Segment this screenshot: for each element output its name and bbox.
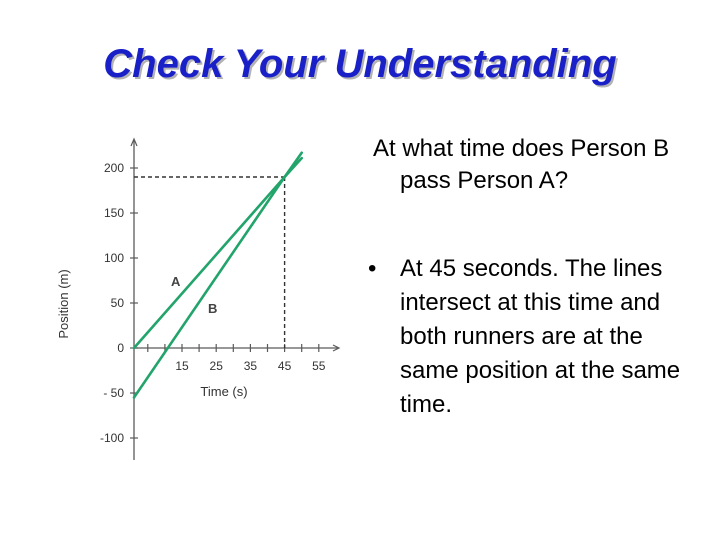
x-tick-label: 15 [175, 359, 189, 373]
series-label-b: B [208, 301, 218, 316]
x-tick-label: 35 [243, 359, 258, 373]
y-tick-label: 50 [110, 296, 124, 310]
chart-labels [56, 161, 326, 445]
x-axis-title: Time (s) [200, 384, 248, 399]
y-tick-label: -100 [99, 431, 124, 445]
x-tick-label: 45 [277, 359, 292, 373]
bullet-marker: • [368, 255, 377, 282]
x-tick-label: 55 [312, 359, 326, 373]
position-time-graph [48, 128, 348, 468]
y-tick-label: 100 [103, 251, 124, 265]
question-text [373, 133, 673, 197]
slide-title: Check Your Understanding [103, 42, 617, 86]
chart-axes [130, 139, 339, 460]
x-tick-label: 25 [209, 359, 223, 373]
y-tick-label: 200 [103, 161, 124, 175]
y-tick-label: 150 [103, 206, 124, 220]
answer-list [368, 252, 688, 422]
y-axis-title: Position (m) [56, 269, 71, 339]
answer-text: At 45 seconds. The lines intersect at this time and both runners are at the same position at the same time. [400, 255, 681, 418]
answer-item [368, 252, 688, 422]
series-label-a: A [171, 274, 181, 289]
question-line: At what time does Person B pass Person A? [373, 135, 670, 194]
y-tick-label: - 50 [103, 386, 124, 400]
y-tick-label: 0 [117, 341, 124, 355]
